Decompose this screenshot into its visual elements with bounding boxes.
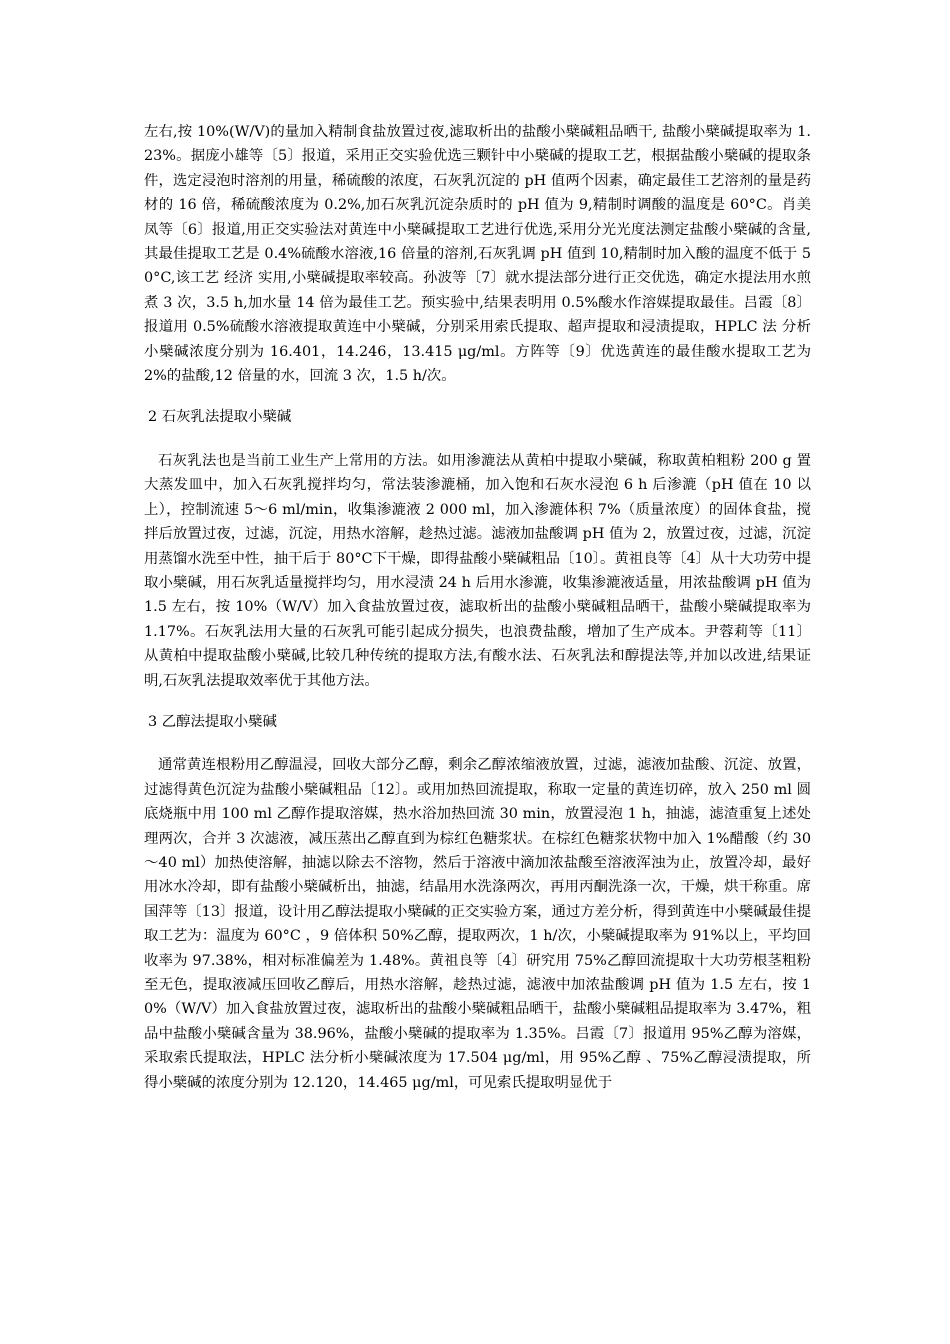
- paragraph-acid-water-extraction: 左右,按 10%(W/V)的量加入精制食盐放置过夜,滤取析出的盐酸小檗碱粗品晒干, 盐酸小檗碱提取率为 1.23%。据庞小雄等〔5〕报道，采用正交实验优选三颗针中小檗碱的提取工艺，根据盐酸小檗碱的提取条件，选定浸泡时溶剂的用量，稀硫酸的浓度，石灰乳沉淀的 pH 值两个因素，确定最佳工艺溶剂的量是药材的 16 倍，稀硫酸浓度为 0.2%,加石灰乳沉淀杂质时的 pH 值为 9,精制时调酸的温度是 60°C。肖美凤等〔6〕报道,用正交实验法对黄连中小檗碱提取工艺进行优选,采用分光光度法测定盐酸小檗碱的含量,其最佳提取工艺是 0.4%硫酸水溶液,16 倍量的溶剂,石灰乳调 pH 值到 10,精制时加入酸的温度不低于 50°C,该工艺 经济 实用,小檗碱提取率较高。孙波等〔7〕就水提法部分进行正交优选，确定水提法用水煎煮 3 次，3.5 h,加水量 14 倍为最佳工艺。预实验中,结果表明用 0.5%酸水作溶媒提取最佳。吕霞〔8〕报道用 0.5%硫酸水溶液提取黄连中小檗碱，分别采用索氏提取、超声提取和浸渍提取，HPLC 法 分析 小檗碱浓度分别为 16.401，14.246，13.415 μg/ml。方阵等〔9〕优选黄连的最佳酸水提取工艺为 2%的盐酸,12 倍量的水，回流 3 次，1.5 h/次。: [144, 124, 811, 385]
- section-heading-lime-milk: 2 石灰乳法提取小檗碱: [148, 409, 292, 426]
- paragraph-lime-milk-method: 石灰乳法也是当前工业生产上常用的方法。如用渗漉法从黄柏中提取小檗碱，称取黄柏粗粉 200 g 置大蒸发皿中，加入石灰乳搅拌均匀，常法装渗漉桶，加入饱和石灰水浸泡 6 h 后渗漉（pH 值在 10 以上），控制流速 5～6 ml/min，收集渗漉液 2 000 ml，加入渗漉体积 7%（质量浓度）的固体食盐，搅拌后放置过夜，过滤，沉淀，用热水溶解，趁热过滤。滤液加盐酸调 pH 值为 2，放置过夜，过滤，沉淀用蒸馏水洗至中性，抽干后于 80°C下干燥，即得盐酸小檗碱粗品〔10〕。黄祖良等〔4〕从十大功劳中提取小檗碱，用石灰乳适量搅拌均匀，用水浸渍 24 h 后用水渗漉，收集渗漉液适量，用浓盐酸调 pH 值为 1.5 左右，按 10%（W/V）加入食盐放置过夜，滤取析出的盐酸小檗碱粗品晒干，盐酸小檗碱提取率为 1.17%。石灰乳法用大量的石灰乳可能引起成分损失，也浪费盐酸，增加了生产成本。尹蓉莉等〔11〕从黄柏中提取盐酸小檗碱,比较几种传统的提取方法,有酸水法、石灰乳法和醇提法等,并加以改进,结果证明,石灰乳法提取效率优于其他方法。: [144, 452, 811, 689]
- section-heading-ethanol: 3 乙醇法提取小檗碱: [148, 713, 277, 730]
- paragraph-ethanol-method: 通常黄连根粉用乙醇温浸，回收大部分乙醇，剩余乙醇浓缩液放置，过滤，滤液加盐酸、沉淀、放置，过滤得黄色沉淀为盐酸小檗碱粗品〔12〕。或用加热回流提取，称取一定量的黄连切碎，放入 250 ml 圆底烧瓶中用 100 ml 乙醇作提取溶媒，热水浴加热回流 30 min，放置浸泡 1 h，抽滤，滤渣重复上述处理两次，合并 3 次滤液，减压蒸出乙醇直到为棕红色糖浆状。在棕红色糖浆状物中加入 1%醋酸（约 30～40 ml）加热使溶解，抽滤以除去不溶物，然后于溶液中滴加浓盐酸至溶液浑浊为止，放置冷却，最好用冰水冷却，即有盐酸小檗碱析出，抽滤，结晶用水洗涤两次，再用丙酮洗涤一次，干燥，烘干称重。席国萍等〔13〕报道，设计用乙醇法提取小檗碱的正交实验方案，通过方差分析，得到黄连中小檗碱最佳提取工艺为：温度为 60°C ，9 倍体积 50%乙醇，提取两次，1 h/次，小檗碱提取率为 91%以上，平均回收率为 97.38%，相对标准偏差为 1.48%。黄祖良等〔4〕研究用 75%乙醇回流提取十大功劳根茎粗粉至无色，提取液减压回收乙醇后，用热水溶解，趁热过滤，滤液中加浓盐酸调 pH 值为 1.5 左右，按 10%（W/V）加入食盐放置过夜，滤取析出的盐酸小檗碱粗品晒干，盐酸小檗碱粗品提取率为 3.47%，粗品中盐酸小檗碱含量为 38.96%，盐酸小檗碱的提取率为 1.35%。吕霞〔7〕报道用 95%乙醇为溶媒，采取索氏提取法，HPLC 法分析小檗碱浓度为 17.504 μg/ml，用 95%乙醇 、75%乙醇浸渍提取，所得小檗碱的浓度分别为 12.120，14.465 μg/ml，可见索氏提取明显优于: [144, 757, 811, 1091]
- document-page: [144, 120, 811, 1095]
